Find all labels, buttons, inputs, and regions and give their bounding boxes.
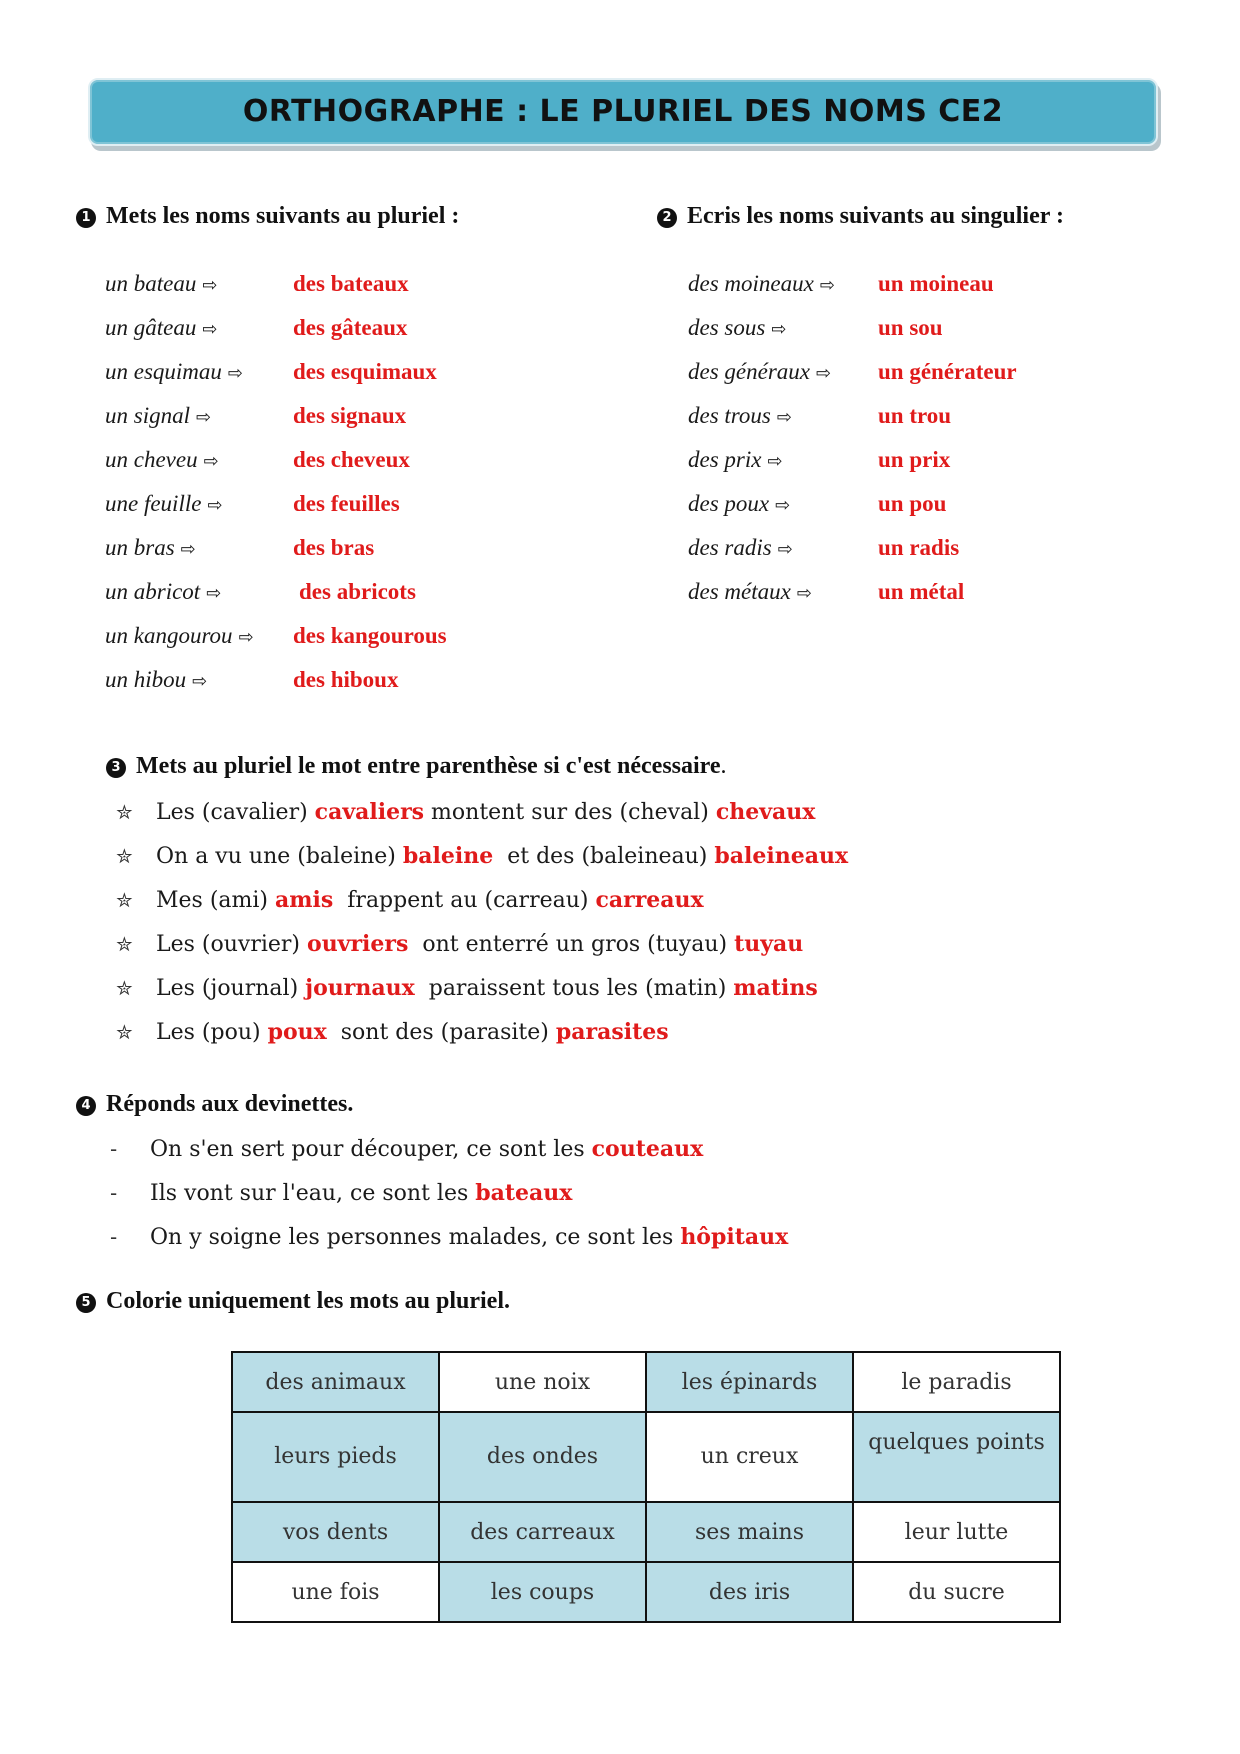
- word-prompt: une feuille: [105, 491, 202, 516]
- word-pair: [688, 526, 1208, 570]
- word-pair: [105, 438, 625, 482]
- exercise-2-title: Ecris les noms suivants au singulier :: [687, 203, 1064, 229]
- sentence: [116, 922, 848, 966]
- word-pair: [105, 570, 625, 614]
- grid-cell[interactable]: des ondes: [439, 1412, 646, 1502]
- grid-cell[interactable]: quelques points: [853, 1412, 1060, 1502]
- grid-cell[interactable]: ses mains: [646, 1502, 853, 1562]
- arrow-right-icon: ⇨: [238, 627, 254, 648]
- exercise-1-title: Mets les noms suivants au pluriel :: [106, 203, 460, 229]
- arrow-right-icon: ⇨: [775, 495, 791, 516]
- word-prompt: un esquimau: [105, 359, 222, 384]
- word-prompt: un bateau: [105, 271, 197, 296]
- word-prompt: des moineaux: [688, 271, 814, 296]
- exercise-2-list: [688, 262, 1208, 614]
- sentence-answer: chevaux: [715, 799, 816, 825]
- coloring-grid: [231, 1351, 1061, 1623]
- word-prompt: des métaux: [688, 579, 791, 604]
- dash-bullet: -: [110, 1181, 118, 1205]
- star-bullet-icon: ✮: [116, 932, 133, 956]
- riddle-text: Ils vont sur l'eau, ce sont les: [150, 1181, 476, 1206]
- arrow-right-icon: ⇨: [207, 495, 223, 516]
- grid-row: [232, 1562, 1060, 1622]
- word-pair: [688, 438, 1208, 482]
- exercise-3-sentences: [116, 790, 848, 1054]
- word-pair: [688, 482, 1208, 526]
- word-answer: un métal: [878, 579, 965, 604]
- sentence-text: Les (cavalier): [156, 800, 315, 825]
- sentence-text: montent sur des (cheval): [424, 800, 716, 825]
- riddle: [110, 1215, 788, 1259]
- sentence: [116, 966, 848, 1010]
- word-pair: [105, 262, 625, 306]
- exercise-2-heading: [657, 203, 1064, 230]
- arrow-right-icon: ⇨: [192, 671, 208, 692]
- arrow-right-icon: ⇨: [819, 275, 835, 296]
- word-pair: [688, 394, 1208, 438]
- arrow-right-icon: ⇨: [796, 583, 812, 604]
- riddle-text: On s'en sert pour découper, ce sont les: [150, 1137, 592, 1162]
- sentence-text: Les (journal): [156, 976, 306, 1001]
- exercise-3-title: Mets au pluriel le mot entre parenthèse si c'est nécessaire: [136, 753, 721, 779]
- exercise-4-title: Réponds aux devinettes.: [106, 1091, 354, 1117]
- dash-bullet: -: [110, 1137, 118, 1161]
- word-answer: des abricots: [299, 579, 416, 604]
- sentence-answer: amis: [275, 887, 334, 913]
- word-answer: un générateur: [878, 359, 1017, 384]
- word-prompt: des généraux: [688, 359, 810, 384]
- sentence: [116, 1010, 848, 1054]
- word-prompt: des sous: [688, 315, 766, 340]
- grid-cell[interactable]: les épinards: [646, 1352, 853, 1412]
- sentence-text: sont des (parasite): [326, 1020, 556, 1045]
- sentence-text: Mes (ami): [156, 888, 276, 913]
- word-pair: [688, 262, 1208, 306]
- exercise-4-heading: [76, 1091, 353, 1118]
- word-pair: [688, 570, 1208, 614]
- exercise-1-list: [105, 262, 625, 702]
- riddle-text: On y soigne les personnes malades, ce sont les: [150, 1225, 681, 1250]
- word-pair: [105, 482, 625, 526]
- arrow-right-icon: ⇨: [202, 319, 218, 340]
- sentence-text: Les (ouvrier): [156, 932, 308, 957]
- sentence: [116, 834, 848, 878]
- grid-row: [232, 1412, 1060, 1502]
- exercise-number-badge: 4: [76, 1096, 96, 1116]
- exercise-3-title-end: .: [720, 753, 727, 779]
- sentence-answer: ouvriers: [307, 931, 409, 957]
- grid-row: [232, 1352, 1060, 1412]
- page-title: ORTHOGRAPHE : LE PLURIEL DES NOMS CE2: [242, 94, 1004, 129]
- arrow-right-icon: ⇨: [776, 407, 792, 428]
- word-answer: des gâteaux: [293, 315, 408, 340]
- word-answer: un radis: [878, 535, 960, 560]
- riddle-answer: hôpitaux: [680, 1224, 789, 1250]
- exercise-5-title: Colorie uniquement les mots au pluriel.: [106, 1288, 511, 1314]
- word-pair: [105, 658, 625, 702]
- arrow-right-icon: ⇨: [206, 583, 222, 604]
- grid-cell[interactable]: le paradis: [853, 1352, 1060, 1412]
- grid-cell[interactable]: des iris: [646, 1562, 853, 1622]
- star-bullet-icon: ✮: [116, 888, 133, 912]
- word-prompt: un abricot: [105, 579, 201, 604]
- sentence-answer: carreaux: [595, 887, 704, 913]
- arrow-right-icon: ⇨: [227, 363, 244, 384]
- sentence-text: paraissent tous les (matin): [414, 976, 734, 1001]
- arrow-right-icon: ⇨: [767, 451, 783, 472]
- word-prompt: un signal: [105, 403, 190, 428]
- word-pair: [688, 350, 1208, 394]
- sentence-answer: parasites: [555, 1019, 669, 1045]
- arrow-right-icon: ⇨: [771, 319, 787, 340]
- word-answer: des cheveux: [293, 447, 410, 472]
- grid-cell[interactable]: leur lutte: [853, 1502, 1060, 1562]
- word-answer: un moineau: [878, 271, 994, 296]
- sentence-answer: cavaliers: [314, 799, 425, 825]
- word-prompt: un bras: [105, 535, 175, 560]
- sentence-text: et des (baleineau): [493, 844, 715, 869]
- word-prompt: un cheveu: [105, 447, 198, 472]
- word-prompt: des poux: [688, 491, 770, 516]
- word-answer: un sou: [878, 315, 943, 340]
- word-prompt: un hibou: [105, 667, 187, 692]
- grid-cell[interactable]: vos dents: [232, 1502, 439, 1562]
- word-answer: un pou: [878, 491, 947, 516]
- dash-bullet: -: [110, 1225, 118, 1249]
- sentence-answer: matins: [733, 975, 818, 1001]
- sentence-text: ont enterré un gros (tuyau): [408, 932, 735, 957]
- grid-cell[interactable]: une fois: [232, 1562, 439, 1622]
- arrow-right-icon: ⇨: [202, 275, 218, 296]
- sentence-answer: tuyau: [734, 931, 804, 957]
- exercise-5-heading: [76, 1288, 510, 1315]
- arrow-right-icon: ⇨: [777, 539, 793, 560]
- sentence-text: frappent au (carreau): [333, 888, 596, 913]
- word-pair: [105, 394, 625, 438]
- arrow-right-icon: ⇨: [816, 363, 832, 384]
- sentence-text: On a vu une (baleine): [156, 844, 403, 869]
- word-answer: un prix: [878, 447, 951, 472]
- riddle: [110, 1171, 788, 1215]
- word-answer: des bateaux: [293, 271, 409, 296]
- word-prompt: des trous: [688, 403, 771, 428]
- word-answer: des signaux: [293, 403, 407, 428]
- exercise-number-badge: 2: [657, 208, 677, 228]
- sentence: [116, 878, 848, 922]
- star-bullet-icon: ✮: [116, 976, 133, 1000]
- arrow-right-icon: ⇨: [203, 451, 219, 472]
- grid-cell[interactable]: des animaux: [232, 1352, 439, 1412]
- arrow-right-icon: ⇨: [195, 407, 212, 428]
- sentence-answer: baleine: [402, 843, 494, 869]
- grid-cell[interactable]: une noix: [439, 1352, 646, 1412]
- grid-cell[interactable]: du sucre: [853, 1562, 1060, 1622]
- word-answer: des feuilles: [293, 491, 400, 516]
- exercise-number-badge: 3: [106, 758, 126, 778]
- word-pair: [105, 350, 625, 394]
- star-bullet-icon: ✮: [116, 1020, 133, 1044]
- word-answer: des esquimaux: [293, 359, 437, 384]
- word-answer: des bras: [293, 535, 375, 560]
- word-prompt: un gâteau: [105, 315, 197, 340]
- grid-cell[interactable]: des carreaux: [439, 1502, 646, 1562]
- word-answer: des kangourous: [293, 623, 447, 648]
- exercise-1-heading: [76, 203, 459, 230]
- word-pair: [105, 614, 625, 658]
- arrow-right-icon: ⇨: [180, 539, 196, 560]
- title-banner: [88, 78, 1158, 146]
- sentence-answer: poux: [267, 1019, 327, 1045]
- exercise-number-badge: 1: [76, 208, 96, 228]
- sentence-text: Les (pou): [156, 1020, 268, 1045]
- word-prompt: des radis: [688, 535, 772, 560]
- sentence-answer: baleineaux: [714, 843, 849, 869]
- grid-cell[interactable]: leurs pieds: [232, 1412, 439, 1502]
- grid-row: [232, 1502, 1060, 1562]
- word-pair: [105, 306, 625, 350]
- sentence-answer: journaux: [305, 975, 415, 1001]
- word-prompt: des prix: [688, 447, 762, 472]
- riddle: [110, 1127, 788, 1171]
- grid-cell[interactable]: les coups: [439, 1562, 646, 1622]
- riddle-answer: couteaux: [591, 1136, 704, 1162]
- word-prompt: un kangourou: [105, 623, 233, 648]
- word-pair: [105, 526, 625, 570]
- star-bullet-icon: ✮: [116, 844, 133, 868]
- word-answer: un trou: [878, 403, 952, 428]
- sentence: [116, 790, 848, 834]
- exercise-3-heading: [106, 753, 727, 780]
- star-bullet-icon: ✮: [116, 800, 133, 824]
- word-answer: des hiboux: [293, 667, 399, 692]
- word-pair: [688, 306, 1208, 350]
- grid-cell[interactable]: un creux: [646, 1412, 853, 1502]
- exercise-4-riddles: [110, 1127, 788, 1259]
- riddle-answer: bateaux: [475, 1180, 573, 1206]
- exercise-number-badge: 5: [76, 1293, 96, 1313]
